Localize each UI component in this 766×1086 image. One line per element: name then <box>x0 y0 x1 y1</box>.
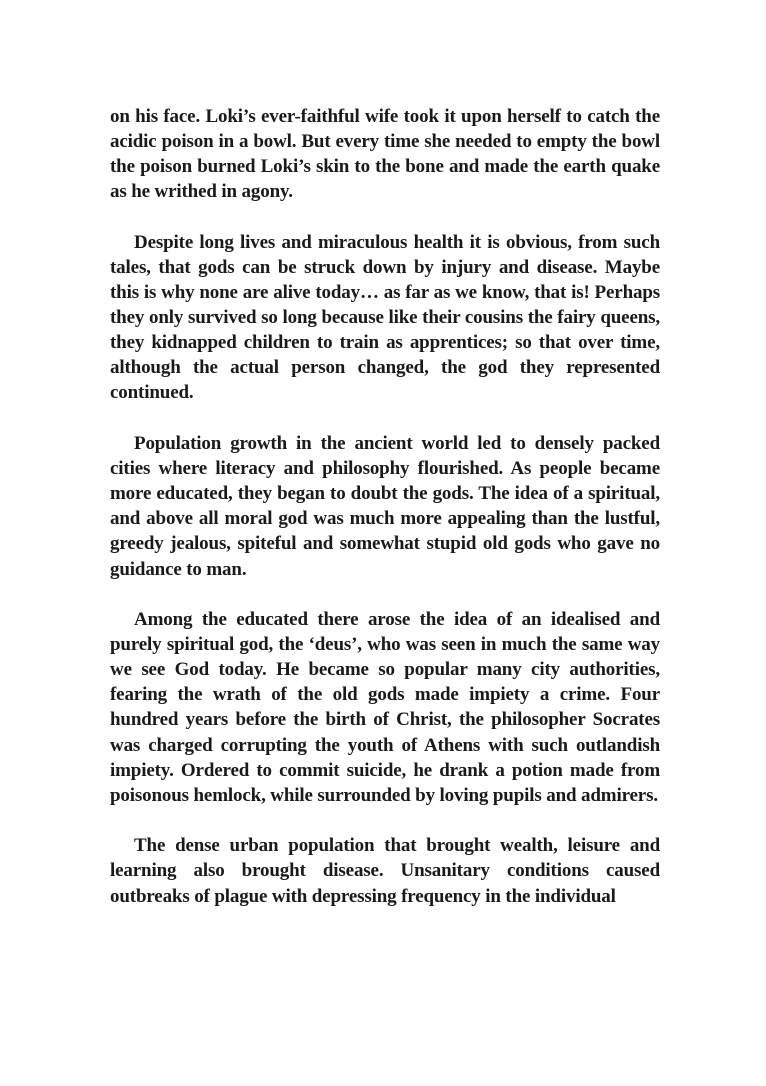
paragraph-2: Despite long lives and miraculous health it is obvious, from such tales, that gods can be struck down by injury and disease. Maybe this is why none are alive today… as far as we know, that is! Perhaps they only survived so long because like their cousins the fairy queens, they kidnapped children to train as apprentices; so that over time, although the actual person changed, the god they represented continued. <box>110 231 660 404</box>
paragraph-1: on his face. Loki’s ever-faithful wife took it upon herself to catch the acidic poison in a bowl. But every time she needed to empty the bowl the poison burned Loki’s skin to the bone and made the earth quake as he writhed in agony. <box>110 106 660 203</box>
paragraph-4: Among the educated there arose the idea of an idealised and purely spiritual god, the ‘deus’, who was seen in much the same way we see God today. He became so popular many city authorities, fearing the wrath of the old gods made impiety a crime. Four hundred years before the birth of Christ, the philosopher Socrates was charged corrupting the youth of Athens with such outlandish impiety. Ordered to commit suicide, he drank a potion made from poisonous hemlock, while surrounded by loving pupils and admirers. <box>110 609 660 806</box>
paragraph-5: The dense urban population that brought wealth, leisure and learning also brought disease. Unsanitary conditions caused outbreaks of plague with depressing frequency in the individual <box>110 835 660 907</box>
document-page <box>110 104 660 909</box>
paragraph-3: Population growth in the ancient world led to densely packed cities where literacy and philosophy flourished. As people became more educated, they began to doubt the gods. The idea of a spiritual, and above all moral god was much more appealing than the lustful, greedy jealous, spiteful and somewhat stupid old gods who gave no guidance to man. <box>110 433 660 580</box>
